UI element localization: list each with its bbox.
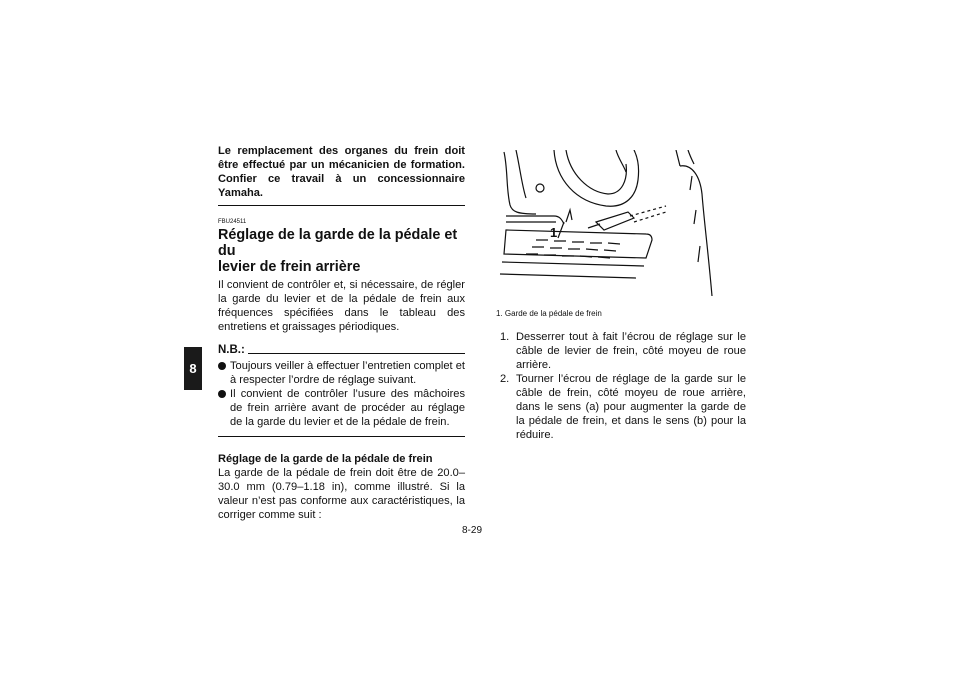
note-item bbox=[218, 359, 465, 387]
note-item-text: Il convient de contrôler l’usure des mâchoires de frein arrière avant de procéder au réglage de la garde du levier et de la pédale de frein. bbox=[230, 388, 465, 428]
chapter-tab bbox=[184, 347, 202, 390]
subsection-title: Réglage de la garde de la pédale de frein bbox=[218, 453, 433, 465]
note-list bbox=[218, 359, 465, 429]
note-item-text: Toujours veiller à effectuer l’entretien complet et à respecter l’ordre de réglage suivant. bbox=[230, 360, 465, 386]
warning-text: Le remplacement des organes du frein doit être effectué par un mécanicien de formation. Confier ce travail à un concessionnaire Yamaha. bbox=[218, 145, 465, 199]
warning-divider bbox=[218, 205, 465, 206]
note-divider bbox=[218, 436, 465, 437]
step-text: Tourner l’écrou de réglage de la garde sur le câble de frein, côté moyeu de roue arrière, dans le sens (a) pour augmenter la garde de la pédale de frein, et dans le sens (b) pour la réduire. bbox=[516, 373, 746, 441]
bullet-icon bbox=[218, 390, 226, 398]
right-column bbox=[496, 150, 746, 442]
note-label: N.B.: bbox=[218, 344, 245, 356]
figure-callout: 1 bbox=[550, 225, 558, 240]
left-column bbox=[218, 144, 465, 522]
section-title bbox=[218, 227, 465, 275]
subsection-text: La garde de la pédale de frein doit être de 20.0–30.0 mm (0.79–1.18 in), comme illustré. Si la valeur n’est pas conforme aux caractéristiques, la corriger comme suit : bbox=[218, 467, 465, 521]
section-title-line2: levier de frein arrière bbox=[218, 259, 361, 275]
note-item bbox=[218, 387, 465, 429]
step-number: 1. bbox=[500, 331, 510, 343]
section-code: FBU24511 bbox=[218, 219, 247, 225]
page-number: 8-29 bbox=[462, 525, 483, 536]
brake-pedal-illustration bbox=[496, 150, 746, 296]
section-title-line1: Réglage de la garde de la pédale et du bbox=[218, 227, 458, 259]
step-item bbox=[496, 330, 746, 372]
step-item bbox=[496, 372, 746, 442]
section-intro: Il convient de contrôler et, si nécessaire, de régler la garde du levier et de la pédale de frein aux fréquences spécifiées dans le tableau des entretiens et graissages périodiques. bbox=[218, 279, 465, 333]
step-number: 2. bbox=[500, 373, 510, 385]
chapter-tab-label: 8 bbox=[189, 361, 197, 376]
steps-list bbox=[496, 330, 746, 442]
figure-caption: 1. Garde de la pédale de frein bbox=[496, 309, 602, 318]
bullet-icon bbox=[218, 362, 226, 370]
step-text: Desserrer tout à fait l’écrou de réglage sur le câble de levier de frein, côté moyeu de roue arrière. bbox=[516, 331, 746, 371]
note-header bbox=[218, 343, 465, 357]
note-header-rule bbox=[248, 353, 465, 354]
